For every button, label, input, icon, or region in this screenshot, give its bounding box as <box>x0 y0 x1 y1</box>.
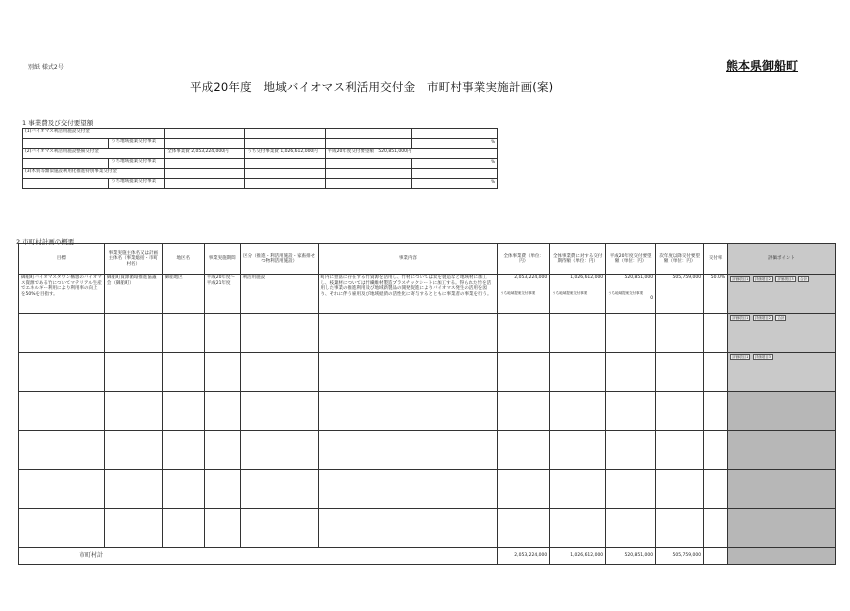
total-label: 市町村計 <box>19 548 498 565</box>
table-row <box>23 129 498 139</box>
col-header: 目標 <box>19 244 105 275</box>
table-row <box>19 275 836 314</box>
plan-table <box>18 243 836 565</box>
category-cell: 利活用施設 <box>240 275 318 314</box>
zero-value: 0 <box>650 296 654 301</box>
request-value: 520,851,000 <box>624 275 654 280</box>
eval-badge: 評価項目1 <box>732 316 749 320</box>
sub-note: うち地域提案交付事業 <box>608 290 644 295</box>
col-header: 交付率 <box>704 244 728 275</box>
expected-total: 1,026,612,000 <box>550 548 606 565</box>
total-cost-total: 2,053,224,000 <box>498 548 550 565</box>
expected-value: 1,026,612,000 <box>570 275 604 280</box>
total-cost-value: 2,053,224,000 <box>514 275 548 280</box>
table-row <box>23 139 498 149</box>
subsidy-table <box>22 128 498 189</box>
row-label: (3)木質等類似施設利用化推進特別事業交付金 <box>23 169 165 179</box>
pct-mark: % <box>411 139 497 149</box>
town-name: 熊本県御船町 <box>726 59 799 73</box>
total-cost-cell: 全体事業費 2,053,224,000円 <box>165 149 245 159</box>
next-year-cell: 505,759,000 <box>656 275 704 314</box>
form-label: 別紙 様式2号 <box>28 64 64 71</box>
sub-note: うち地域提案交付事業 <box>552 290 588 295</box>
table-row <box>19 392 836 431</box>
col-header: 全体事業費に対する交付期待額（単位：円） <box>550 244 606 275</box>
col-header: 次年度以降交付要望額（単位：円） <box>656 244 704 275</box>
table-row <box>19 314 836 353</box>
header-row <box>19 244 836 275</box>
pct-mark: % <box>411 159 497 169</box>
eval-badge: 評価項目1 <box>732 277 749 281</box>
request-cell: 平成20年度交付要望額 520,851,000円 <box>325 149 497 159</box>
col-header: 平成20年度交付要望額（単位：円） <box>606 244 656 275</box>
row-sub-label: うち地域提案交付事業 <box>109 159 165 169</box>
period-cell: 平成20年度～平成21年度 <box>204 275 240 314</box>
district-cell: 御船地区 <box>162 275 204 314</box>
eval-cell <box>728 470 836 509</box>
eval-cell <box>728 509 836 548</box>
eval-badge: 評価項目2 <box>754 277 771 281</box>
table-row <box>23 159 498 169</box>
col-header: 事業内容 <box>318 244 498 275</box>
sub-note: うち地域提案交付事業 <box>500 290 536 295</box>
content-cell: 町内に豊富に存在する竹資源を活用し、竹材については炭を製造など地域材に加工し、枝葉材については竹繊維材製造プラスチックシートに加工する。得られた竹を活用した事業の推進利用及び地域新製品の開発促進によりバイオマス発生の活用を図り、それに伴う雇用及び地域経済の活性化に寄与するとともに事業者の事業を行う。 <box>318 275 498 314</box>
eval-cell <box>728 353 836 392</box>
expected-cell <box>550 275 606 314</box>
col-header: 事業実施期間 <box>204 244 240 275</box>
eval-cell <box>728 431 836 470</box>
table-row <box>19 470 836 509</box>
table-row <box>19 509 836 548</box>
table-row <box>19 431 836 470</box>
col-header: 区分（推進・利活用施設・家畜排せつ物利活用施設） <box>240 244 318 275</box>
table-row <box>23 169 498 179</box>
eval-cell <box>728 314 836 353</box>
table-row <box>23 149 498 159</box>
table-row <box>19 353 836 392</box>
eval-badge: 評価項目2 <box>754 316 771 320</box>
eval-badge: 合計 <box>800 277 808 281</box>
section1-heading: 1 事業費及び交付要望額 <box>22 119 94 127</box>
table-row <box>23 179 498 189</box>
total-row <box>19 548 836 565</box>
row-label: (1)バイオマス利活用施設交付金 <box>23 129 165 139</box>
col-header: 評価ポイント <box>728 244 836 275</box>
page-title: 平成20年度 地域バイオマス利活用交付金 市町村事業実施計画(案) <box>190 80 554 94</box>
col-header: 全体事業費（単位：円） <box>498 244 550 275</box>
eval-badge: 合計 <box>777 316 785 320</box>
next-year-total: 505,759,000 <box>656 548 704 565</box>
rate-cell: 50.0% <box>704 275 728 314</box>
eval-badge: 評価項目1 <box>732 355 749 359</box>
pct-mark: % <box>411 179 497 189</box>
eval-badge: 評価項目3 <box>777 277 794 281</box>
total-cost-cell <box>498 275 550 314</box>
row-sub-label: うち地域提案交付事業 <box>109 179 165 189</box>
request-total: 520,851,000 <box>606 548 656 565</box>
section2-heading: 2 市町村計画の概要 <box>16 238 75 246</box>
eval-cell <box>728 275 836 314</box>
col-header: 地区名 <box>162 244 204 275</box>
eval-cell <box>728 392 836 431</box>
row-label: (2)バイオマス利活用施設整備交付金 <box>23 149 165 159</box>
row-sub-label: うち地域提案交付事業 <box>109 139 165 149</box>
goal-cell: 御船町バイオマスタウン構想のバイオマス資源である竹についてマテリアル生産でエネルギー利用により利用率の向上を50%を目指す。 <box>19 275 105 314</box>
entity-cell: 御船町資源循環推進協議会（御船町） <box>104 275 162 314</box>
col-header: 事業実施主体名又は計画主体名（事業総括・市町村名） <box>104 244 162 275</box>
request-cell <box>606 275 656 314</box>
subsidy-cell: うち交付事業費 1,026,612,000円 <box>245 149 325 159</box>
eval-badge: 評価項目3 <box>754 355 771 359</box>
